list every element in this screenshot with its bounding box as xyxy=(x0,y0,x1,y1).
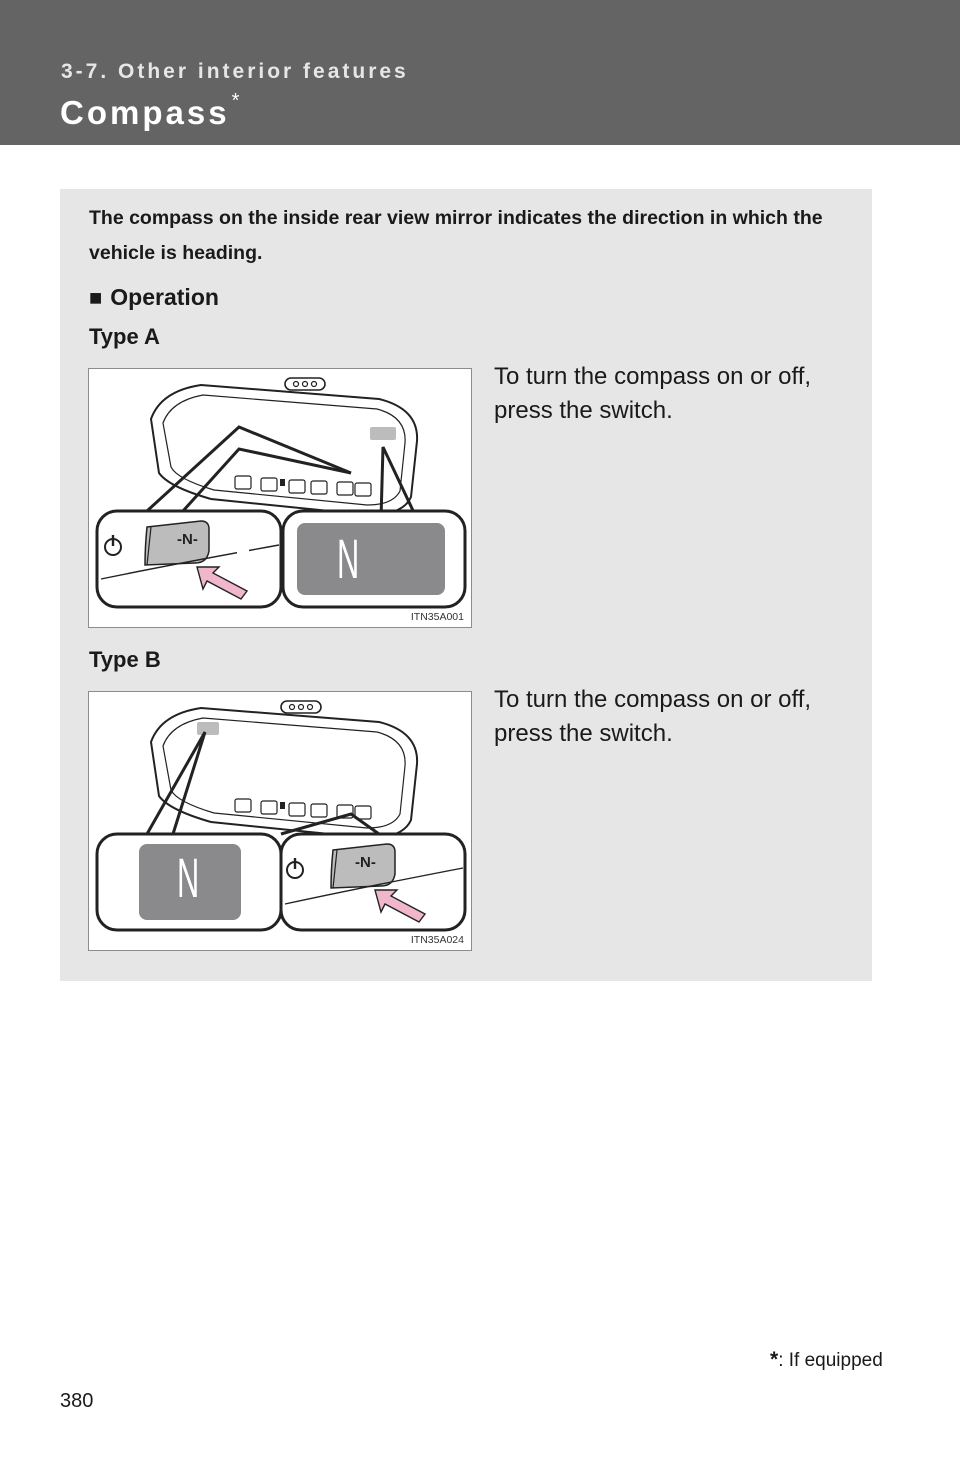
figure-code: ITN35A024 xyxy=(410,934,464,946)
page-title xyxy=(60,90,240,132)
section-label: 3-7. Other interior features xyxy=(61,60,409,83)
page-number: 380 xyxy=(60,1390,94,1412)
type-a-label: Type A xyxy=(89,324,160,349)
intro-text: The compass on the inside rear view mirror indicates the direction in which the vehicle is heading. xyxy=(89,207,823,264)
footnote-text: : If equipped xyxy=(778,1350,883,1371)
figure-type-a xyxy=(88,368,472,628)
asterisk-icon: * xyxy=(770,1348,779,1371)
figure-type-b xyxy=(88,691,472,951)
footnote xyxy=(770,1348,883,1372)
instruction-type-a: To turn the compass on or off, press the switch. xyxy=(494,363,812,424)
page-header xyxy=(0,0,960,145)
type-b-label: Type B xyxy=(89,647,161,672)
figure-code: ITN35A001 xyxy=(410,611,464,623)
switch-label-type-a: -N- xyxy=(177,531,198,548)
mirror-illustration-type-a xyxy=(89,369,473,629)
page-title-text: Compass xyxy=(60,94,230,131)
operation-heading xyxy=(89,284,219,311)
instruction-type-b: To turn the compass on or off, press the switch. xyxy=(494,686,812,747)
operation-heading-text: Operation xyxy=(110,284,219,310)
compass-display-letter-type-a: N xyxy=(337,527,360,590)
compass-display-letter-type-b: N xyxy=(177,846,200,909)
switch-label-type-b: -N- xyxy=(355,854,376,871)
if-equipped-marker: * xyxy=(231,90,240,112)
bullet-square-icon: ■ xyxy=(89,285,103,310)
mirror-illustration-type-b xyxy=(89,692,473,952)
